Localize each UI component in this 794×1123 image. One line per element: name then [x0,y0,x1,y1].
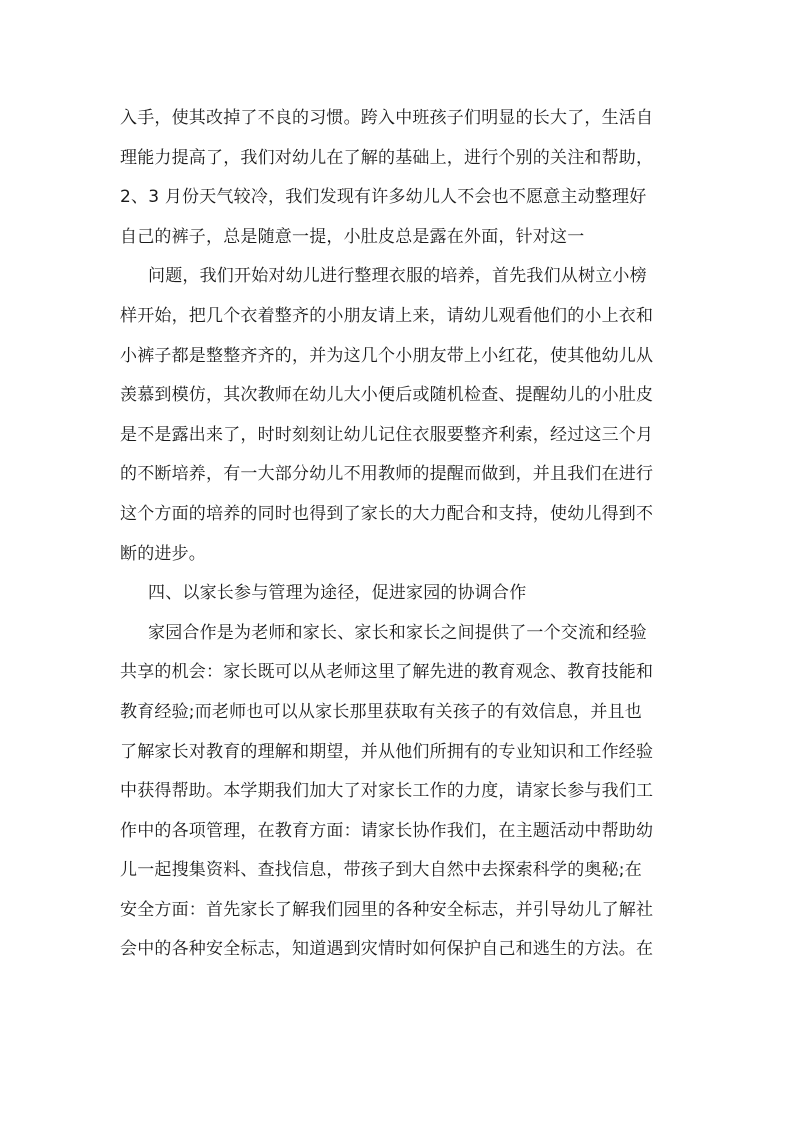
text-line: 共享的机会：家长既可以从老师这里了解先进的教育观念、教育技能和 [120,662,654,683]
text-line: 2、3 月份天气较冷，我们发现有许多幼儿人不会也不愿意主动整理好 [120,187,647,208]
section-heading: 四、以家长参与管理为途径，促进家园的协调合作 [148,583,527,604]
text-line: 理能力提高了，我们对幼儿在了解的基础上，进行个别的关注和帮助， [120,147,654,168]
paragraph-start-line: 家园合作是为老师和家长、家长和家长之间提供了一个交流和经验 [148,622,647,643]
text-line: 样开始，把几个衣着整齐的小朋友请上来，请幼儿观看他们的小上衣和 [120,305,654,326]
text-line: 安全方面：首先家长了解我们园里的各种安全标志，并引导幼儿了解社 [120,899,654,920]
text-line: 教育经验;而老师也可以从家长那里获取有关孩子的有效信息，并且也 [120,701,642,722]
text-line: 这个方面的培养的同时也得到了家长的大力配合和支持，使幼儿得到不 [120,503,654,524]
text-line: 是不是露出来了，时时刻刻让幼儿记住衣服要整齐利索，经过这三个月 [120,424,654,445]
text-line: 儿一起搜集资料、查找信息，带孩子到大自然中去探索科学的奥秘;在 [120,860,642,881]
text-line: 羡慕到模仿，其次教师在幼儿大小便后或随机检查、提醒幼儿的小肚皮 [120,385,654,406]
text-line: 中获得帮助。本学期我们加大了对家长工作的力度，请家长参与我们工 [120,781,654,802]
text-line: 的不断培养，有一大部分幼儿不用教师的提醒而做到，并且我们在进行 [120,464,654,485]
text-line: 了解家长对教育的理解和期望，并从他们所拥有的专业知识和工作经验 [120,741,654,762]
text-line: 断的进步。 [120,543,206,564]
text-line: 作中的各项管理，在教育方面：请家长协作我们，在主题活动中帮助幼 [120,820,654,841]
text-line: 会中的各种安全标志，知道遇到灾情时如何保护自己和逃生的方法。在 [120,939,654,960]
paragraph-start-line: 问题，我们开始对幼儿进行整理衣服的培养，首先我们从树立小榜 [148,266,647,287]
text-line: 小裤子都是整整齐齐的，并为这几个小朋友带上小红花，使其他幼儿从 [120,345,654,366]
document-body [120,99,676,970]
text-line: 入手，使其改掉了不良的习惯。跨入中班孩子们明显的长大了，生活自 [120,108,654,128]
text-line: 自己的裤子，总是随意一提，小肚皮总是露在外面，针对这一 [120,226,585,247]
